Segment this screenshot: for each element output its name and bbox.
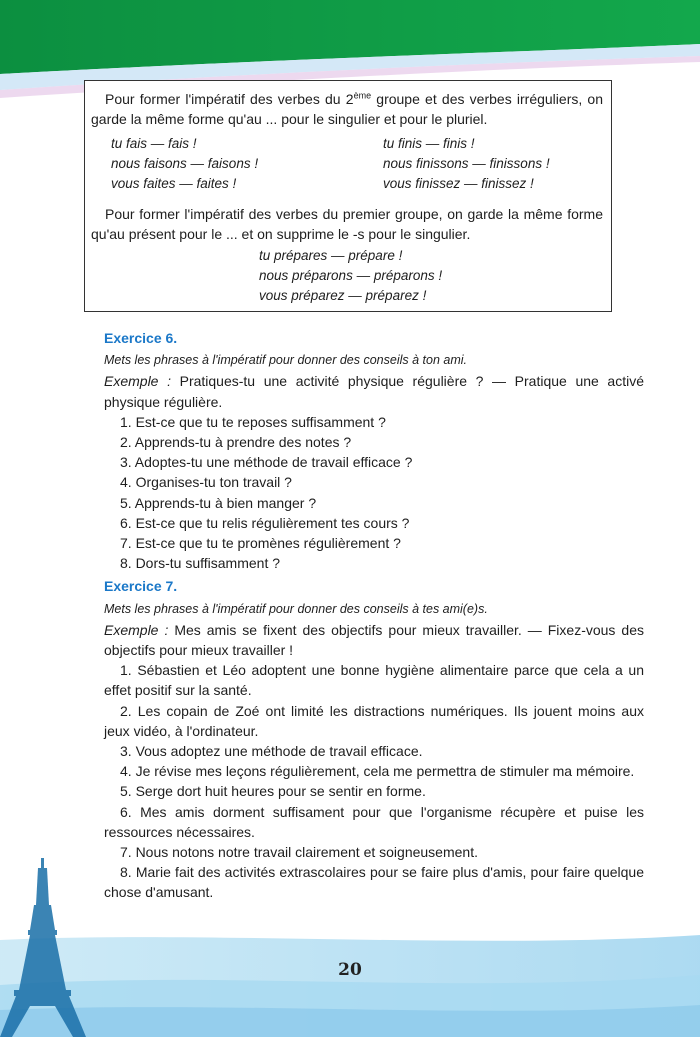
list-item: 3. Vous adoptez une méthode de travail efficace. xyxy=(120,743,423,760)
list-item: 7. Est-ce que tu te promènes régulièrement ? xyxy=(120,535,401,552)
list-item: 4. Je révise mes leçons régulièrement, cela me permettra de stimuler ma mémoire. xyxy=(120,763,635,780)
rule-text: Pour former l'impératif des verbes du 2 xyxy=(105,91,354,107)
list-item: 7. Nous notons notre travail clairement et soigneusement. xyxy=(120,844,478,861)
example-text: Mes amis se fixent des objectifs pour mieux travailler. — Fixez-vous des objectifs pour mieux travailler ! xyxy=(104,621,644,659)
list-item: 2. Apprends-tu à prendre des notes ? xyxy=(120,434,352,451)
example-line: vous faites — faites ! xyxy=(111,176,237,191)
exercise-6-example xyxy=(104,371,644,411)
page-number: 20 xyxy=(338,960,362,980)
example-line: nous faisons — faisons ! xyxy=(111,156,259,171)
list-item: 6. Est-ce que tu relis régulièrement tes cours ? xyxy=(120,514,410,531)
exercise-6-title: Exercice 6. xyxy=(104,330,178,346)
list-item: 5. Serge dort huit heures pour se sentir en forme. xyxy=(120,783,426,800)
list-item: 6. Mes amis dorment suffisament pour que l'organisme récupère et puise les ressources nécessaires. xyxy=(104,803,644,840)
exercise-7-title: Exercice 7. xyxy=(104,578,178,595)
exercise-6-list xyxy=(104,412,644,574)
exercises xyxy=(104,328,644,903)
rule-paragraph-2: Pour former l'impératif des verbes du premier groupe, on garde la même forme qu'au présent pour le ... et on supprime le -s pour le singulier. xyxy=(91,206,603,242)
exercise-7-list xyxy=(104,660,644,902)
example-label: Exemple : xyxy=(104,373,171,390)
example-line: tu fais — fais ! xyxy=(111,136,197,151)
list-item: 2. Les copain de Zoé ont limité les distractions numériques. Ils jouent moins aux jeux vidéo, à l'ordinateur. xyxy=(104,702,644,739)
list-item: 8. Marie fait des activités extrascolaires pour se faire plus d'amis, pour faire quelque chose d'amusant. xyxy=(104,864,644,901)
grammar-rule-box xyxy=(84,80,612,312)
example-text: Pratiques-tu une activité physique régulière ? — Pratique une activé physique régulière. xyxy=(104,373,645,410)
list-item: 5. Apprends-tu à bien manger ? xyxy=(120,494,317,511)
example-label: Exemple : xyxy=(104,621,169,638)
list-item: 1. Est-ce que tu te reposes suffisamment ? xyxy=(120,413,386,430)
list-item: 1. Sébastien et Léo adoptent une bonne hygiène alimentaire parce que cela a un effet positif sur la santé. xyxy=(104,662,644,699)
examples-left xyxy=(111,134,258,194)
example-line: vous préparez — préparez ! xyxy=(259,288,427,303)
rule-text: groupe et des verbes irréguliers, on garde la même forme qu'au ... pour le singulier et pour le pluriel. xyxy=(91,91,604,127)
examples-center xyxy=(259,246,442,306)
exercise-7-instruction: Mets les phrases à l'impératif pour donner des conseils à tes ami(e)s. xyxy=(104,601,488,616)
example-line: tu prépares — prépare ! xyxy=(259,248,403,263)
examples-right xyxy=(383,134,550,194)
example-line: vous finissez — finissez ! xyxy=(383,176,534,191)
exercise-7-example xyxy=(104,620,644,660)
example-line: nous finissons — finissons ! xyxy=(383,156,550,171)
exercise-6-instruction: Mets les phrases à l'impératif pour donner des conseils à ton ami. xyxy=(104,353,467,368)
list-item: 8. Dors-tu suffisamment ? xyxy=(120,555,281,572)
example-line: tu finis — finis ! xyxy=(383,136,475,151)
superscript: ème xyxy=(353,90,372,101)
example-line: nous préparons — préparons ! xyxy=(259,268,443,283)
rule-paragraph-1 xyxy=(91,89,613,129)
list-item: 3. Adoptes-tu une méthode de travail efficace ? xyxy=(120,454,413,471)
list-item: 4. Organises-tu ton travail ? xyxy=(120,474,292,491)
